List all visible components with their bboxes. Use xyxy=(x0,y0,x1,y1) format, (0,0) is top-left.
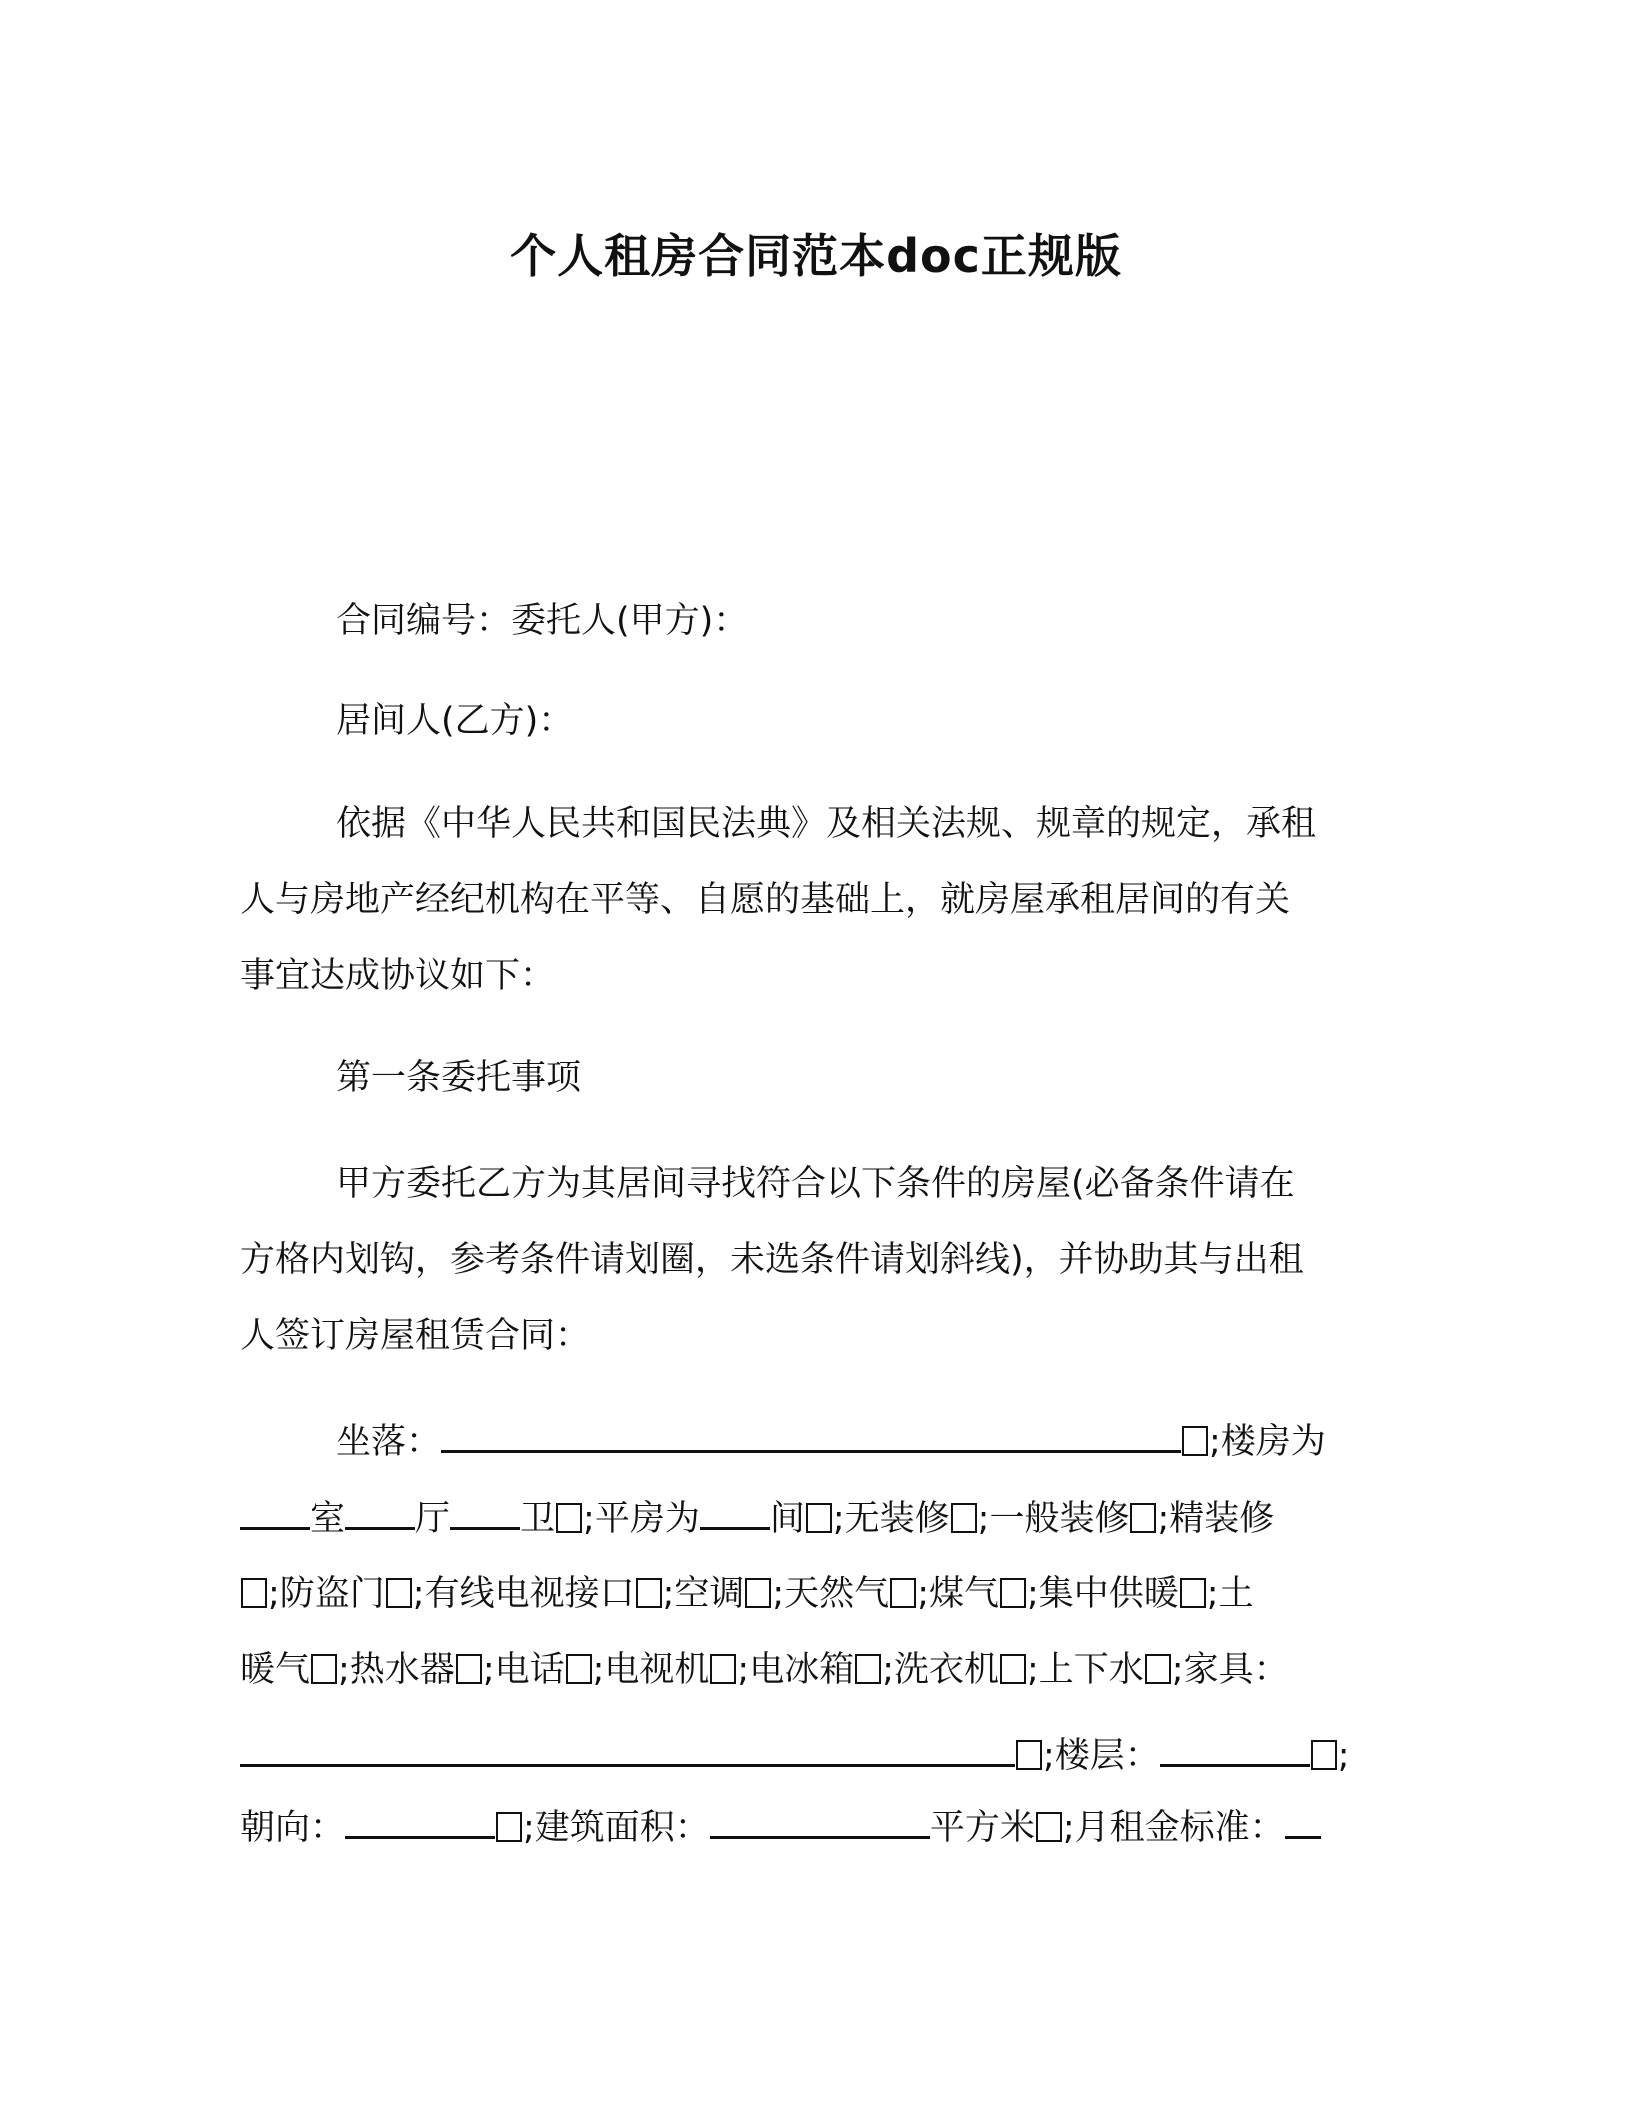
earth-heating-checkbox[interactable] xyxy=(311,1654,337,1684)
water-heater-checkbox[interactable] xyxy=(456,1654,482,1684)
plumbing-checkbox[interactable] xyxy=(1145,1654,1171,1684)
location-blank[interactable] xyxy=(441,1416,1181,1453)
earth-heating-label-part2: 暖气 xyxy=(240,1650,311,1690)
orientation-checkbox[interactable] xyxy=(496,1812,522,1842)
earth-heating-label-part1: ;土 xyxy=(1206,1574,1254,1614)
form-line-1 xyxy=(240,1416,1496,1466)
intro-line-2: 人与房地产经纪机构在平等、自愿的基础上，就房屋承租居间的有关 xyxy=(240,880,1291,920)
phone-label: ;电话 xyxy=(482,1650,565,1690)
building-label: ;楼房为 xyxy=(1209,1422,1326,1462)
article-1-heading: 第一条委托事项 xyxy=(336,1058,582,1098)
natural-gas-label: ;天然气 xyxy=(772,1574,890,1614)
ac-label: ;空调 xyxy=(662,1574,745,1614)
form-line-6 xyxy=(240,1802,1400,1852)
room-count-blank[interactable] xyxy=(240,1493,310,1530)
hall-count-blank[interactable] xyxy=(345,1493,415,1530)
entrust-line-2: 方格内划钩，参考条件请划圈，未选条件请划斜线)，并协助其与出租 xyxy=(240,1240,1304,1280)
building-checkbox[interactable] xyxy=(556,1503,582,1533)
tv-checkbox[interactable] xyxy=(710,1654,736,1684)
intro-line-3: 事宜达成协议如下： xyxy=(240,956,556,996)
coal-gas-checkbox[interactable] xyxy=(1000,1578,1026,1608)
area-blank[interactable] xyxy=(710,1802,930,1839)
floor-label: ;楼层： xyxy=(1043,1736,1160,1776)
fine-decor-label: ;精装修 xyxy=(1157,1499,1275,1539)
entrust-line-1: 甲方委托乙方为其居间寻找符合以下条件的房屋(必备条件请在 xyxy=(336,1164,1295,1204)
furniture-label: ;家具： xyxy=(1171,1650,1289,1690)
security-door-checkbox[interactable] xyxy=(386,1578,412,1608)
broker-line: 居间人(乙方)： xyxy=(336,701,574,741)
jian-label: 间 xyxy=(769,1499,805,1539)
washer-checkbox[interactable] xyxy=(1000,1654,1026,1684)
floor-checkbox[interactable] xyxy=(1311,1740,1337,1770)
central-heating-label: ;集中供暖 xyxy=(1026,1574,1179,1614)
bungalow-rooms-blank[interactable] xyxy=(700,1493,770,1530)
bungalow-label: ;平房为 xyxy=(583,1499,700,1539)
rent-label: ;月租金标准： xyxy=(1062,1808,1285,1848)
central-heating-checkbox[interactable] xyxy=(1180,1578,1206,1608)
form-line-3 xyxy=(240,1570,1400,1618)
cable-tv-label: ;有线电视接口 xyxy=(412,1574,635,1614)
normal-decor-label: ;一般装修 xyxy=(977,1499,1130,1539)
bungalow-checkbox[interactable] xyxy=(806,1503,832,1533)
document-title: 个人租房合同范本doc正规版 xyxy=(510,229,1122,283)
form-line-4 xyxy=(240,1646,1400,1694)
tv-label: ;电视机 xyxy=(592,1650,710,1690)
orientation-label: 朝向： xyxy=(240,1808,346,1848)
coal-gas-label: ;煤气 xyxy=(917,1574,999,1614)
room-label: 室 xyxy=(310,1499,346,1539)
floor-semicolon: ; xyxy=(1337,1736,1350,1776)
location-checkbox[interactable] xyxy=(1182,1426,1208,1456)
sqm-label: 平方米 xyxy=(929,1808,1035,1848)
location-label: 坐落： xyxy=(336,1422,442,1462)
normal-decor-checkbox[interactable] xyxy=(1130,1503,1156,1533)
orientation-blank[interactable] xyxy=(345,1802,495,1839)
area-checkbox[interactable] xyxy=(1036,1812,1062,1842)
ac-checkbox[interactable] xyxy=(745,1578,771,1608)
water-heater-label: ;热水器 xyxy=(338,1650,455,1690)
natural-gas-checkbox[interactable] xyxy=(890,1578,916,1608)
no-decor-checkbox[interactable] xyxy=(951,1503,977,1533)
rent-blank[interactable] xyxy=(1285,1802,1321,1839)
area-label: ;建筑面积： xyxy=(523,1808,710,1848)
form-line-5 xyxy=(240,1730,1400,1780)
intro-line-1: 依据《中华人民共和国民法典》及相关法规、规章的规定，承租 xyxy=(336,804,1317,844)
floor-blank[interactable] xyxy=(1160,1730,1310,1767)
form-line-2 xyxy=(240,1493,1400,1543)
cable-tv-checkbox[interactable] xyxy=(636,1578,662,1608)
bath-count-blank[interactable] xyxy=(450,1493,520,1530)
hall-label: 厅 xyxy=(415,1499,451,1539)
furniture-blank[interactable] xyxy=(240,1730,1015,1767)
washer-label: ;洗衣机 xyxy=(882,1650,999,1690)
furniture-checkbox[interactable] xyxy=(1016,1740,1042,1770)
contract-number-line: 合同编号：委托人(甲方)： xyxy=(336,601,749,641)
no-decor-label: ;无装修 xyxy=(832,1499,950,1539)
plumbing-label: ;上下水 xyxy=(1027,1650,1144,1690)
phone-checkbox[interactable] xyxy=(566,1654,592,1684)
security-door-label: ;防盗门 xyxy=(268,1574,385,1614)
entrust-line-3: 人签订房屋租赁合同： xyxy=(240,1316,591,1356)
fridge-label: ;电冰箱 xyxy=(737,1650,855,1690)
fine-decor-checkbox[interactable] xyxy=(241,1578,267,1608)
bath-label: 卫 xyxy=(520,1499,556,1539)
fridge-checkbox[interactable] xyxy=(855,1654,881,1684)
